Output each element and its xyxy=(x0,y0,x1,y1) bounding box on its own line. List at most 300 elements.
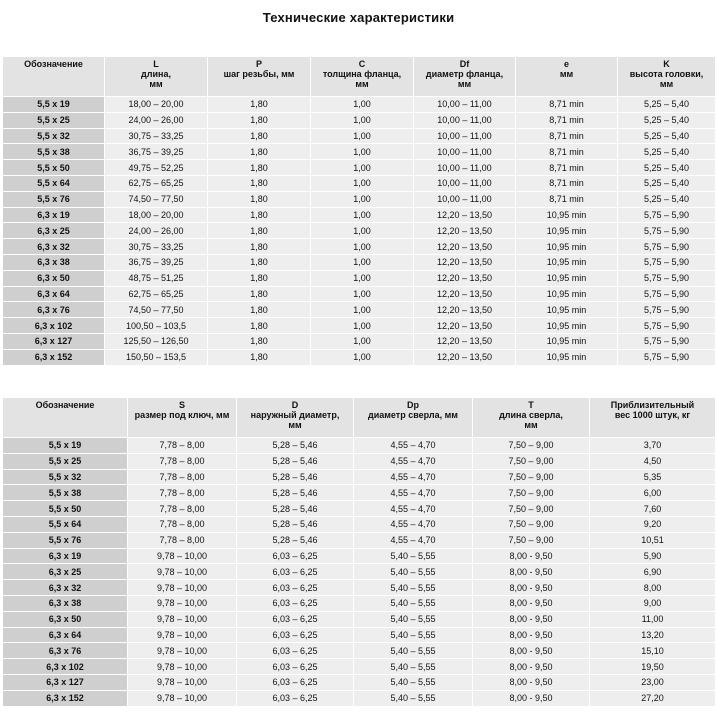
value-cell: 12,20 – 13,50 xyxy=(414,349,516,365)
value-cell: 1,00 xyxy=(311,223,414,239)
value-cell: 62,75 – 65,25 xyxy=(105,175,208,191)
value-cell: 6,03 – 6,25 xyxy=(237,643,354,659)
value-cell: 8,00 - 9,50 xyxy=(473,690,590,706)
value-cell: 6,03 – 6,25 xyxy=(237,674,354,690)
table-row xyxy=(3,595,716,611)
value-cell: 12,20 – 13,50 xyxy=(414,239,516,255)
value-cell: 7,78 – 8,00 xyxy=(128,485,237,501)
value-cell: 150,50 – 153,5 xyxy=(105,349,208,365)
value-cell: 27,20 xyxy=(590,690,716,706)
table-row xyxy=(3,160,716,176)
value-cell: 18,00 – 20,00 xyxy=(105,207,208,223)
column-header-line: Dp xyxy=(407,400,419,410)
column-header-line: e xyxy=(563,59,569,69)
value-cell: 10,95 min xyxy=(516,239,618,255)
value-cell: 10,95 min xyxy=(516,254,618,270)
value-cell: 10,95 min xyxy=(516,270,618,286)
value-cell: 5,25 – 5,40 xyxy=(618,128,716,144)
value-cell: 6,03 – 6,25 xyxy=(237,659,354,675)
designation-cell: 5,5 x 38 xyxy=(3,485,128,501)
value-cell: 10,00 – 11,00 xyxy=(414,144,516,160)
table-row xyxy=(3,674,716,690)
value-cell: 5,75 – 5,90 xyxy=(618,318,716,334)
value-cell: 1,80 xyxy=(208,175,311,191)
value-cell: 10,00 – 11,00 xyxy=(414,191,516,207)
value-cell: 74,50 – 77,50 xyxy=(105,302,208,318)
designation-cell: 5,5 x 25 xyxy=(3,112,105,128)
column-header-line: диаметр фланца, xyxy=(425,69,504,79)
value-cell: 6,00 xyxy=(590,485,716,501)
column-header-line: мм xyxy=(659,79,674,89)
value-cell: 10,00 – 11,00 xyxy=(414,175,516,191)
table-row xyxy=(3,254,716,270)
value-cell: 3,70 xyxy=(590,438,716,454)
value-cell: 9,78 – 10,00 xyxy=(128,674,237,690)
value-cell: 5,28 – 5,46 xyxy=(237,469,354,485)
column-header-line: P xyxy=(255,59,262,69)
value-cell: 4,55 – 4,70 xyxy=(354,485,473,501)
value-cell: 12,20 – 13,50 xyxy=(414,254,516,270)
table-row xyxy=(3,564,716,580)
column-header-line: T xyxy=(528,400,534,410)
value-cell: 1,00 xyxy=(311,160,414,176)
value-cell: 8,71 min xyxy=(516,175,618,191)
value-cell: 1,80 xyxy=(208,128,311,144)
value-cell: 1,00 xyxy=(311,254,414,270)
column-header-line: толщина фланца, xyxy=(322,69,402,79)
value-cell: 10,00 – 11,00 xyxy=(414,128,516,144)
value-cell: 4,55 – 4,70 xyxy=(354,469,473,485)
designation-cell: 5,5 x 32 xyxy=(3,128,105,144)
value-cell: 1,00 xyxy=(311,318,414,334)
designation-cell: 6,3 x 127 xyxy=(3,333,105,349)
column-header xyxy=(3,57,105,97)
column-header-line: шаг резьбы, мм xyxy=(223,69,295,79)
table-row xyxy=(3,239,716,255)
designation-cell: 6,3 x 64 xyxy=(3,627,128,643)
designation-cell: 5,5 x 50 xyxy=(3,160,105,176)
value-cell: 5,25 – 5,40 xyxy=(618,175,716,191)
value-cell: 1,80 xyxy=(208,239,311,255)
column-header-line: S xyxy=(178,400,185,410)
designation-cell: 5,5 x 76 xyxy=(3,191,105,207)
column-header-line: наружный диаметр, xyxy=(250,410,340,420)
value-cell: 1,80 xyxy=(208,144,311,160)
table-row xyxy=(3,270,716,286)
value-cell: 7,78 – 8,00 xyxy=(128,501,237,517)
value-cell: 6,03 – 6,25 xyxy=(237,690,354,706)
value-cell: 10,00 – 11,00 xyxy=(414,97,516,113)
designation-cell: 6,3 x 152 xyxy=(3,690,128,706)
value-cell: 1,80 xyxy=(208,349,311,365)
column-header-line: Обозначение xyxy=(35,400,95,410)
column-header-line: мм xyxy=(524,420,538,430)
page-title: Технические характеристики xyxy=(262,10,455,25)
value-cell: 10,95 min xyxy=(516,223,618,239)
value-cell: 12,20 – 13,50 xyxy=(414,223,516,239)
table-row xyxy=(3,532,716,548)
table-row xyxy=(3,318,716,334)
value-cell: 8,00 xyxy=(590,580,716,596)
designation-cell: 6,3 x 50 xyxy=(3,270,105,286)
specs-table-dimensions xyxy=(2,56,716,366)
value-cell: 7,50 – 9,00 xyxy=(473,438,590,454)
column-header xyxy=(473,398,590,438)
value-cell: 9,78 – 10,00 xyxy=(128,643,237,659)
value-cell: 1,80 xyxy=(208,270,311,286)
table-header-row xyxy=(3,57,716,97)
table-header-row xyxy=(3,398,716,438)
table-row xyxy=(3,501,716,517)
designation-cell: 6,3 x 127 xyxy=(3,674,128,690)
table-row xyxy=(3,144,716,160)
value-cell: 9,78 – 10,00 xyxy=(128,548,237,564)
value-cell: 48,75 – 51,25 xyxy=(105,270,208,286)
value-cell: 5,28 – 5,46 xyxy=(237,485,354,501)
table-row xyxy=(3,349,716,365)
designation-cell: 6,3 x 38 xyxy=(3,595,128,611)
value-cell: 4,50 xyxy=(590,453,716,469)
column-header-line: мм xyxy=(355,79,369,89)
designation-cell: 6,3 x 19 xyxy=(3,548,128,564)
value-cell: 5,75 – 5,90 xyxy=(618,333,716,349)
value-cell: 1,00 xyxy=(311,175,414,191)
value-cell: 4,55 – 4,70 xyxy=(354,516,473,532)
value-cell: 1,80 xyxy=(208,97,311,113)
value-cell: 12,20 – 13,50 xyxy=(414,270,516,286)
value-cell: 5,75 – 5,90 xyxy=(618,286,716,302)
column-header xyxy=(590,398,716,438)
column-header xyxy=(354,398,473,438)
value-cell: 9,78 – 10,00 xyxy=(128,659,237,675)
designation-cell: 5,5 x 19 xyxy=(3,438,128,454)
value-cell: 7,50 – 9,00 xyxy=(473,469,590,485)
value-cell: 12,20 – 13,50 xyxy=(414,207,516,223)
value-cell: 9,20 xyxy=(590,516,716,532)
value-cell: 11,00 xyxy=(590,611,716,627)
value-cell: 1,80 xyxy=(208,286,311,302)
value-cell: 8,71 min xyxy=(516,144,618,160)
column-header xyxy=(128,398,237,438)
value-cell: 6,03 – 6,25 xyxy=(237,548,354,564)
column-header-line: Обозначение xyxy=(24,59,83,69)
value-cell: 8,00 - 9,50 xyxy=(473,643,590,659)
table-row xyxy=(3,302,716,318)
value-cell: 8,71 min xyxy=(516,160,618,176)
value-cell: 9,78 – 10,00 xyxy=(128,627,237,643)
table-row xyxy=(3,286,716,302)
value-cell: 4,55 – 4,70 xyxy=(354,501,473,517)
value-cell: 5,25 – 5,40 xyxy=(618,97,716,113)
value-cell: 36,75 – 39,25 xyxy=(105,144,208,160)
value-cell: 19,50 xyxy=(590,659,716,675)
designation-cell: 6,3 x 76 xyxy=(3,302,105,318)
table-row xyxy=(3,453,716,469)
value-cell: 5,75 – 5,90 xyxy=(618,223,716,239)
designation-cell: 6,3 x 25 xyxy=(3,564,128,580)
table-row xyxy=(3,438,716,454)
column-header-line: мм xyxy=(149,79,163,89)
value-cell: 5,40 – 5,55 xyxy=(354,674,473,690)
value-cell: 9,78 – 10,00 xyxy=(128,564,237,580)
value-cell: 7,78 – 8,00 xyxy=(128,532,237,548)
value-cell: 18,00 – 20,00 xyxy=(105,97,208,113)
value-cell: 1,80 xyxy=(208,223,311,239)
value-cell: 6,03 – 6,25 xyxy=(237,611,354,627)
value-cell: 5,40 – 5,55 xyxy=(354,595,473,611)
value-cell: 10,00 – 11,00 xyxy=(414,112,516,128)
column-header-line: мм xyxy=(288,420,302,430)
value-cell: 1,80 xyxy=(208,318,311,334)
value-cell: 9,78 – 10,00 xyxy=(128,611,237,627)
value-cell: 1,00 xyxy=(311,144,414,160)
column-header-line: D xyxy=(291,400,299,410)
designation-cell: 6,3 x 25 xyxy=(3,223,105,239)
table-row xyxy=(3,175,716,191)
value-cell: 49,75 – 52,25 xyxy=(105,160,208,176)
value-cell: 6,03 – 6,25 xyxy=(237,595,354,611)
value-cell: 10,51 xyxy=(590,532,716,548)
value-cell: 4,55 – 4,70 xyxy=(354,532,473,548)
table-row xyxy=(3,485,716,501)
designation-cell: 6,3 x 102 xyxy=(3,318,105,334)
value-cell: 9,78 – 10,00 xyxy=(128,580,237,596)
value-cell: 5,28 – 5,46 xyxy=(237,453,354,469)
value-cell: 8,00 - 9,50 xyxy=(473,595,590,611)
designation-cell: 6,3 x 76 xyxy=(3,643,128,659)
column-header xyxy=(414,57,516,97)
column-header-line: K xyxy=(663,59,670,69)
designation-cell: 5,5 x 76 xyxy=(3,532,128,548)
value-cell: 9,00 xyxy=(590,595,716,611)
value-cell: 7,60 xyxy=(590,501,716,517)
value-cell: 5,75 – 5,90 xyxy=(618,349,716,365)
value-cell: 1,00 xyxy=(311,239,414,255)
value-cell: 7,50 – 9,00 xyxy=(473,453,590,469)
table-row xyxy=(3,128,716,144)
designation-cell: 6,3 x 32 xyxy=(3,239,105,255)
table-row xyxy=(3,223,716,239)
value-cell: 8,71 min xyxy=(516,191,618,207)
value-cell: 8,00 - 9,50 xyxy=(473,627,590,643)
table-row xyxy=(3,627,716,643)
value-cell: 24,00 – 26,00 xyxy=(105,223,208,239)
value-cell: 4,55 – 4,70 xyxy=(354,453,473,469)
value-cell: 1,00 xyxy=(311,191,414,207)
value-cell: 9,78 – 10,00 xyxy=(128,595,237,611)
value-cell: 1,00 xyxy=(311,270,414,286)
value-cell: 1,80 xyxy=(208,302,311,318)
column-header-line: диаметр сверла, мм xyxy=(368,410,458,420)
table-row xyxy=(3,516,716,532)
value-cell: 1,80 xyxy=(208,160,311,176)
column-header xyxy=(208,57,311,97)
value-cell: 10,95 min xyxy=(516,318,618,334)
value-cell: 7,78 – 8,00 xyxy=(128,438,237,454)
value-cell: 12,20 – 13,50 xyxy=(414,318,516,334)
value-cell: 6,90 xyxy=(590,564,716,580)
column-header-line: вес 1000 штук, кг xyxy=(614,410,691,420)
table-row xyxy=(3,191,716,207)
designation-cell: 5,5 x 25 xyxy=(3,453,128,469)
value-cell: 5,25 – 5,40 xyxy=(618,191,716,207)
value-cell: 9,78 – 10,00 xyxy=(128,690,237,706)
value-cell: 10,95 min xyxy=(516,302,618,318)
value-cell: 1,00 xyxy=(311,207,414,223)
value-cell: 5,28 – 5,46 xyxy=(237,501,354,517)
value-cell: 1,00 xyxy=(311,286,414,302)
value-cell: 7,78 – 8,00 xyxy=(128,453,237,469)
designation-cell: 5,5 x 64 xyxy=(3,175,105,191)
value-cell: 5,40 – 5,55 xyxy=(354,690,473,706)
column-header-line: мм xyxy=(559,69,574,79)
value-cell: 30,75 – 33,25 xyxy=(105,239,208,255)
value-cell: 12,20 – 13,50 xyxy=(414,286,516,302)
column-header-line: L xyxy=(153,59,159,69)
value-cell: 10,00 – 11,00 xyxy=(414,160,516,176)
table-row xyxy=(3,97,716,113)
value-cell: 30,75 – 33,25 xyxy=(105,128,208,144)
value-cell: 1,00 xyxy=(311,112,414,128)
value-cell: 8,00 - 9,50 xyxy=(473,580,590,596)
value-cell: 7,50 – 9,00 xyxy=(473,532,590,548)
value-cell: 8,71 min xyxy=(516,128,618,144)
designation-cell: 5,5 x 64 xyxy=(3,516,128,532)
designation-cell: 5,5 x 32 xyxy=(3,469,128,485)
value-cell: 100,50 – 103,5 xyxy=(105,318,208,334)
designation-cell: 6,3 x 102 xyxy=(3,659,128,675)
designation-cell: 6,3 x 38 xyxy=(3,254,105,270)
column-header xyxy=(3,398,128,438)
value-cell: 74,50 – 77,50 xyxy=(105,191,208,207)
value-cell: 4,55 – 4,70 xyxy=(354,438,473,454)
column-header-line: Df xyxy=(459,59,470,69)
value-cell: 7,50 – 9,00 xyxy=(473,485,590,501)
value-cell: 7,78 – 8,00 xyxy=(128,516,237,532)
value-cell: 10,95 min xyxy=(516,286,618,302)
table-row xyxy=(3,333,716,349)
table-row xyxy=(3,207,716,223)
value-cell: 5,25 – 5,40 xyxy=(618,112,716,128)
designation-cell: 6,3 x 64 xyxy=(3,286,105,302)
value-cell: 8,00 - 9,50 xyxy=(473,674,590,690)
value-cell: 5,28 – 5,46 xyxy=(237,516,354,532)
column-header-line: длина сверла, xyxy=(499,410,563,420)
table-row xyxy=(3,548,716,564)
designation-cell: 5,5 x 19 xyxy=(3,97,105,113)
value-cell: 5,35 xyxy=(590,469,716,485)
value-cell: 8,00 - 9,50 xyxy=(473,548,590,564)
value-cell: 5,40 – 5,55 xyxy=(354,564,473,580)
value-cell: 5,75 – 5,90 xyxy=(618,239,716,255)
table-row xyxy=(3,112,716,128)
designation-cell: 5,5 x 50 xyxy=(3,501,128,517)
designation-cell: 6,3 x 50 xyxy=(3,611,128,627)
value-cell: 12,20 – 13,50 xyxy=(414,302,516,318)
column-header xyxy=(237,398,354,438)
value-cell: 5,40 – 5,55 xyxy=(354,643,473,659)
value-cell: 7,50 – 9,00 xyxy=(473,501,590,517)
value-cell: 5,25 – 5,40 xyxy=(618,144,716,160)
value-cell: 5,75 – 5,90 xyxy=(618,254,716,270)
value-cell: 5,25 – 5,40 xyxy=(618,160,716,176)
value-cell: 6,03 – 6,25 xyxy=(237,627,354,643)
value-cell: 1,80 xyxy=(208,112,311,128)
column-header xyxy=(516,57,618,97)
value-cell: 10,95 min xyxy=(516,333,618,349)
value-cell: 5,75 – 5,90 xyxy=(618,270,716,286)
value-cell: 8,00 - 9,50 xyxy=(473,659,590,675)
value-cell: 23,00 xyxy=(590,674,716,690)
value-cell: 1,00 xyxy=(311,97,414,113)
value-cell: 5,28 – 5,46 xyxy=(237,438,354,454)
value-cell: 8,71 min xyxy=(516,97,618,113)
value-cell: 1,00 xyxy=(311,128,414,144)
value-cell: 5,40 – 5,55 xyxy=(354,580,473,596)
value-cell: 8,71 min xyxy=(516,112,618,128)
column-header-line: Приблизительный xyxy=(610,400,695,410)
column-header-line: мм xyxy=(457,79,472,89)
designation-cell: 6,3 x 152 xyxy=(3,349,105,365)
value-cell: 10,95 min xyxy=(516,207,618,223)
value-cell: 15,10 xyxy=(590,643,716,659)
column-header xyxy=(618,57,716,97)
value-cell: 8,00 - 9,50 xyxy=(473,564,590,580)
value-cell: 10,95 min xyxy=(516,349,618,365)
value-cell: 6,03 – 6,25 xyxy=(237,580,354,596)
value-cell: 36,75 – 39,25 xyxy=(105,254,208,270)
value-cell: 6,03 – 6,25 xyxy=(237,564,354,580)
column-header-line: высота головки, xyxy=(629,69,704,79)
value-cell: 24,00 – 26,00 xyxy=(105,112,208,128)
value-cell: 13,20 xyxy=(590,627,716,643)
designation-cell: 6,3 x 32 xyxy=(3,580,128,596)
value-cell: 1,80 xyxy=(208,254,311,270)
value-cell: 5,90 xyxy=(590,548,716,564)
value-cell: 5,75 – 5,90 xyxy=(618,207,716,223)
value-cell: 5,40 – 5,55 xyxy=(354,659,473,675)
value-cell: 1,80 xyxy=(208,333,311,349)
designation-cell: 6,3 x 19 xyxy=(3,207,105,223)
column-header-line: C xyxy=(358,59,366,69)
table-row xyxy=(3,580,716,596)
column-header-line: длина, xyxy=(141,69,171,79)
table-row xyxy=(3,690,716,706)
value-cell: 12,20 – 13,50 xyxy=(414,333,516,349)
value-cell: 5,40 – 5,55 xyxy=(354,627,473,643)
value-cell: 62,75 – 65,25 xyxy=(105,286,208,302)
column-header-line: размер под ключ, мм xyxy=(134,410,230,420)
designation-cell: 5,5 x 38 xyxy=(3,144,105,160)
table-row xyxy=(3,659,716,675)
value-cell: 1,00 xyxy=(311,333,414,349)
value-cell: 5,28 – 5,46 xyxy=(237,532,354,548)
value-cell: 1,00 xyxy=(311,349,414,365)
specs-table-parameters xyxy=(2,397,716,707)
value-cell: 8,00 - 9,50 xyxy=(473,611,590,627)
value-cell: 5,40 – 5,55 xyxy=(354,548,473,564)
value-cell: 5,40 – 5,55 xyxy=(354,611,473,627)
value-cell: 1,80 xyxy=(208,207,311,223)
column-header xyxy=(105,57,208,97)
table-row xyxy=(3,643,716,659)
value-cell: 7,50 – 9,00 xyxy=(473,516,590,532)
value-cell: 7,78 – 8,00 xyxy=(128,469,237,485)
value-cell: 1,00 xyxy=(311,302,414,318)
value-cell: 125,50 – 126,50 xyxy=(105,333,208,349)
value-cell: 5,75 – 5,90 xyxy=(618,302,716,318)
column-header xyxy=(311,57,414,97)
